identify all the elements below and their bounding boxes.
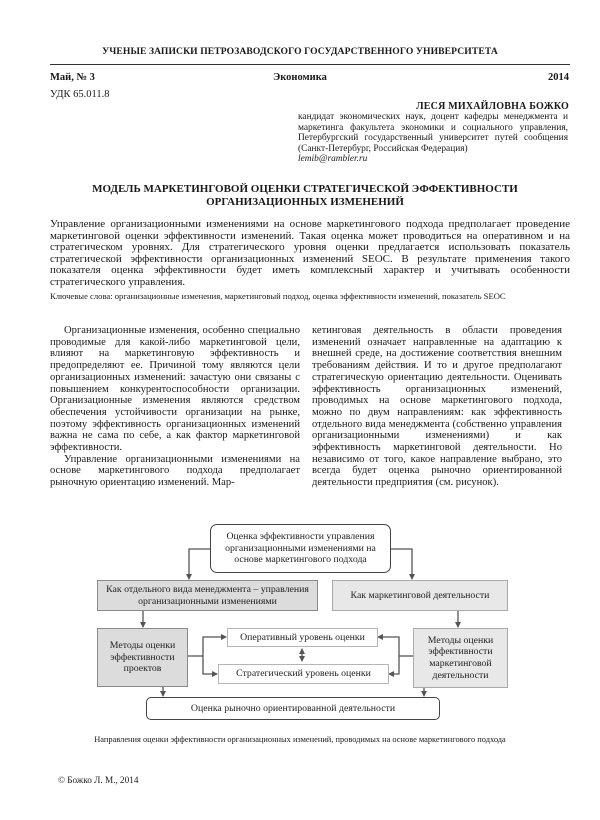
diagram-box-market-oriented-evaluation: Оценка рыночно ориентированной деятельности: [146, 697, 440, 720]
article-title-line-2: ОРГАНИЗАЦИОННЫХ ИЗМЕНЕНИЙ: [206, 195, 404, 208]
journal-section: Экономика: [273, 72, 327, 83]
affiliation-text: кандидат экономических наук, доцент кафедры менеджмента и маркетинга факультета экономики и социального управления, Петербургский государственный университет путей сообщения (Санкт-Петербург, Российская Федерация): [298, 112, 568, 154]
issue-year: 2014: [548, 72, 569, 83]
issue-number: Май, № 3: [50, 72, 95, 83]
paragraph: Управление организационными изменениями на основе маркетингового подхода предполагает рыночную ориентацию изменений. Мар-: [50, 453, 300, 489]
diagram-box-project-methods: Методы оценки эффективности проектов: [97, 628, 188, 687]
paragraph: кетинговая деятельность в области проведения изменений означает направленные на адаптацию к внешней среде, на достижение соответствия внешним требованиям действия. И то и другое предполагают стратегическую ориентацию деятельности. Оценивать эффективность организационных изменений, проводимых на основе маркетингового подхода, можно по двум направлениям: как эффективность отдельного вида менеджмента (собственно управления организационными изменениями) и как эффективность маркетинговой деятельности. Но независимо от того, какое направление выбрано, это всегда будет оценка рыночно ориентированной деятельности предприятия (см. рисунок).: [312, 325, 562, 489]
author-email[interactable]: lemib@rambler.ru: [298, 154, 368, 165]
author-name: ЛЕСЯ МИХАЙЛОВНА БОЖКО: [416, 101, 569, 112]
diagram-box-operative-level: Оперативный уровень оценки: [227, 628, 378, 647]
keywords: Ключевые слова: организационные изменения, маркетинговый подход, оценка эффективности изменений, показатель SEOC: [50, 291, 506, 301]
copyright: © Божко Л. М., 2014: [58, 775, 139, 785]
diagram-box-marketing-methods: Методы оценки эффективности маркетинговой деятельности: [413, 628, 508, 688]
article-title-line-1: МОДЕЛЬ МАРКЕТИНГОВОЙ ОЦЕНКИ СТРАТЕГИЧЕСКОЙ ЭФФЕКТИВНОСТИ: [92, 183, 518, 195]
diagram-box-strategic-level: Стратегический уровень оценки: [218, 664, 389, 684]
figure-caption: Направления оценки эффективности организационных изменений, проводимых на основе маркетингового подхода: [94, 735, 506, 744]
journal-title: УЧЕНЫЕ ЗАПИСКИ ПЕТРОЗАВОДСКОГО ГОСУДАРСТВЕННОГО УНИВЕРСИТЕТА: [102, 46, 498, 57]
diagram-box-management-direction: Как отдельного вида менеджмента – управления организационными изменениями: [97, 580, 318, 611]
diagram-box-marketing-direction: Как маркетинговой деятельности: [332, 580, 508, 611]
abstract: Управление организационными изменениями на основе маркетингового подхода предполагает проведение маркетинговой оценки эффективности изменений. Такая оценка может проводиться на оперативном и на стратегическом уровнях. Для стратегического уровня оценки предлагается использовать показатель стратегической эффективности организационных изменений SEOC. В результате применения такого показателя оценка эффективности будет иметь комплексный характер и учитывать особенности стратегического управления.: [50, 218, 570, 288]
diagram-box-top-evaluation: Оценка эффективности управления организационными изменениями на основе маркетингового подхода: [210, 524, 391, 573]
paragraph: Организационные изменения, особенно специально проводимые для какой-либо маркетинговой цели, влияют на маркетинговую эффективность и предопределяют ее. Причиной тому являются цели организационных изменений: зачастую они связаны с повышением конкурентоспособности организации. Организационные изменения являются средством обеспечения устойчивости организации на рынке, поэтому эффективность организационных изменений важна не сама по себе, а как фактор маркетинговой эффективности.: [50, 325, 300, 454]
udk-code: УДК 65.011.8: [50, 89, 110, 100]
